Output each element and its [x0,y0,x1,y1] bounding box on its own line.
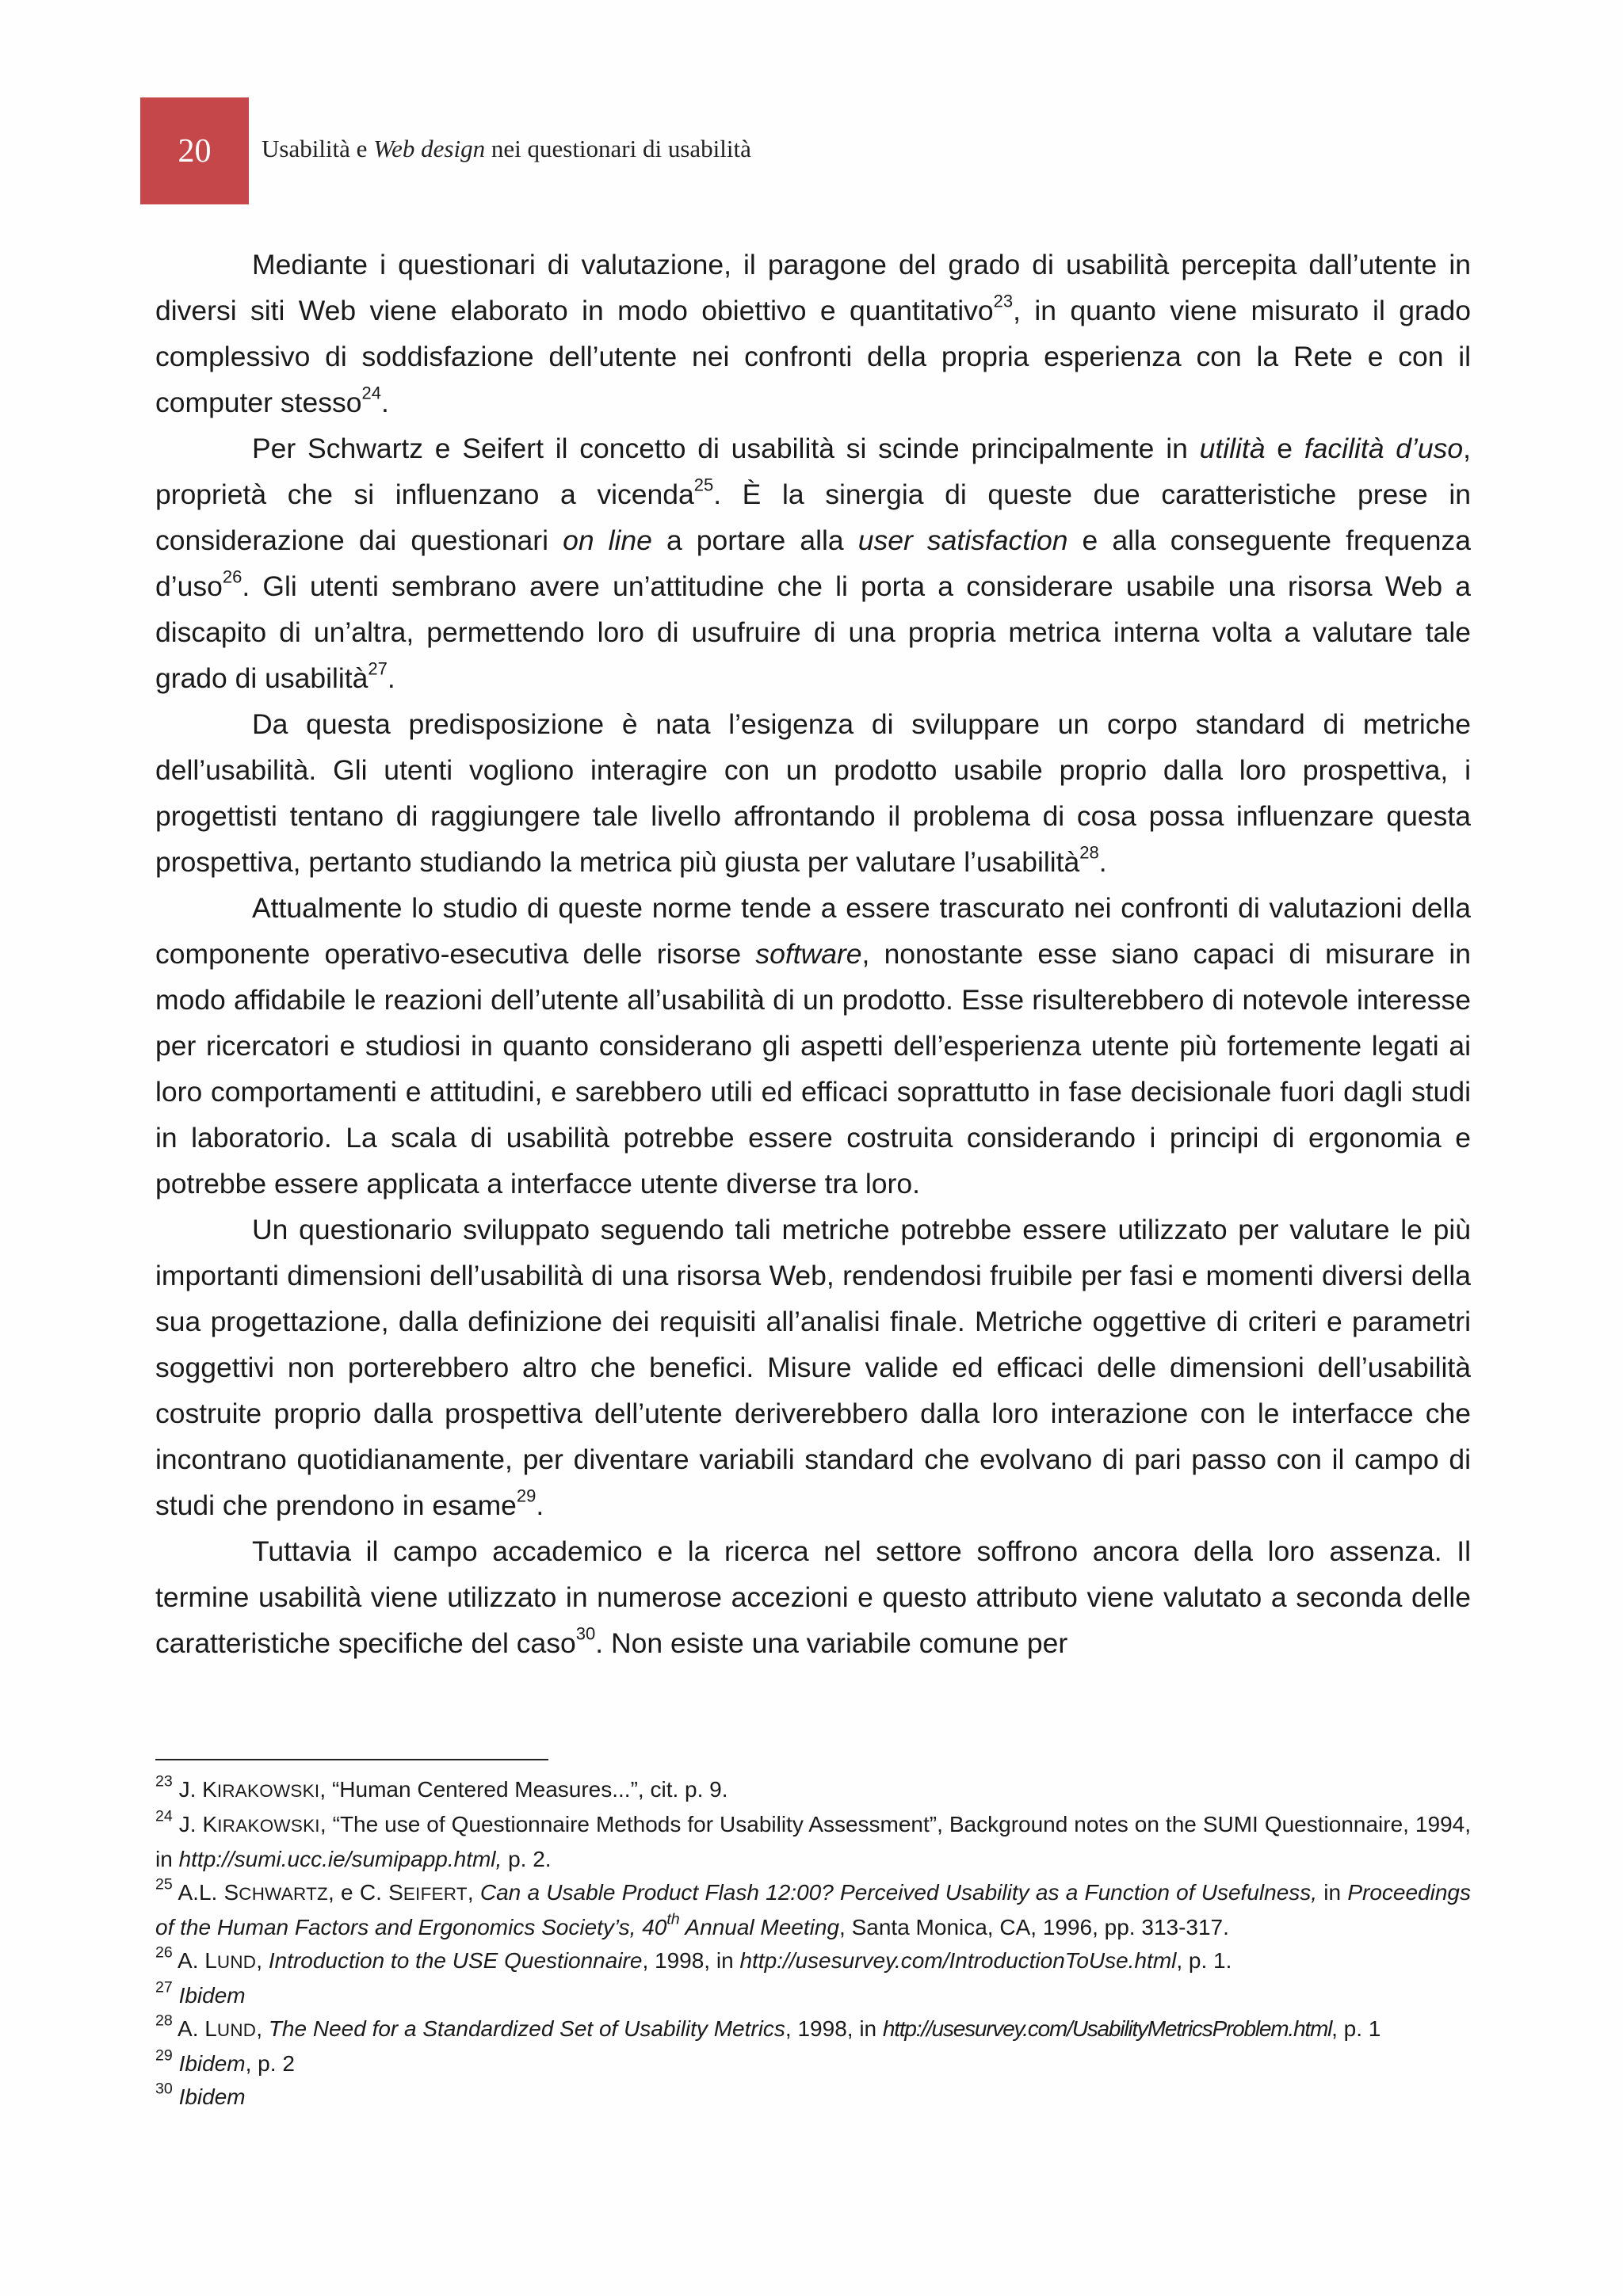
footnote-ref-30[interactable]: 30 [575,1623,596,1644]
footnote-ref-29[interactable]: 29 [516,1486,537,1506]
paragraph-4: Attualmente lo studio di queste norme tende a essere trascurato nei confronti di valutazioni della componente operativo-esecutiva delle risorse software, nonostante esse siano capaci di misurare in modo affidabile le reazioni dell’utente all’usabilità di un prodotto. Esse risulterebbero di notevole interesse per ricercatori e studiosi in quanto considerano gli aspetti dell’esperienza utente più fortemente legati ai loro comportamenti e attitudini, e sarebbero utili ed efficaci soprattutto in fase decisionale fuori dagli studi in laboratorio. La scala di usabilità potrebbe essere costruita considerando i principi di ergonomia e potrebbe essere applicata a interfacce utente diverse tra loro. [155,892,1471,1199]
footnote-ref-23[interactable]: 23 [993,291,1014,311]
running-header: Usabilità e Web design nei questionari di usabilità [262,135,751,162]
footnote-ref-25[interactable]: 25 [693,475,714,495]
running-header-emphasis: Web design [373,135,486,162]
paragraph-1: Mediante i questionari di valutazione, il paragone del grado di usabilità percepita dall’utente in diversi siti Web viene elaborato in modo obiettivo e quantitativo$^{23}$, in quanto viene misurato il grado complessivo di soddisfazione dell’utente nei confronti della propria esperienza con la Rete e con il computer stesso$^{24}$. [155,249,1471,418]
footnote-link[interactable]: http://usesurvey.com/IntroductionToUse.html [739,1948,1177,1973]
footnote-ref-27[interactable]: 27 [368,658,388,679]
footnote-ref-24[interactable]: 24 [361,383,381,403]
page-number [140,97,249,204]
footnote-link[interactable]: http://usesurvey.com/UsabilityMetricsProblem.html [882,2016,1332,2041]
footnote-divider [155,1759,548,1760]
footnote-24: $^{24}$ J. KIRAKOWSKI, “The use of Questionnaire Methods for Usability Assessment”, Background notes on the SUMI Questionnaire, 1994, in http://sumi.ucc.ie/sumipapp.html, p. 2. [155,1807,1471,1871]
footnote-ref-26[interactable]: 26 [222,566,242,587]
footnote-25: $^{25}$ A.L. SCHWARTZ, e C. SEIFERT, Can a Usable Product Flash 12:00? Perceived Usability as a Function of Usefulness, in Proceedings of the Human Factors and Ergonomics Society’s, 40th Annual Meeting, Santa Monica, CA, 1996, pp. 313-317. [155,1875,1471,1939]
footnote-27: $^{27}$ Ibidem [155,1978,246,2008]
footnotes [155,1773,1471,2114]
footnote-23: $^{23}$ J. KIRAKOWSKI, “Human Centered Measures...”, cit. p. 9. [155,1772,728,1802]
paragraph-3: Da questa predisposizione è nata l’esigenza di sviluppare un corpo standard di metriche dell’usabilità. Gli utenti vogliono interagire con un prodotto usabile proprio dalla loro prospettiva, i progettisti tentano di raggiungere tale livello affrontando il problema di cosa possa influenzare questa prospettiva, pertanto studiando la metrica più giusta per valutare l’usabilità$^{28}$. [155,708,1471,878]
paragraph-5: Un questionario sviluppato seguendo tali metriche potrebbe essere utilizzato per valutare le più importanti dimensioni dell’usabilità di una risorsa Web, rendendosi fruibile per fasi e momenti diversi della sua progettazione, dalla definizione dei requisiti all’analisi finale. Metriche oggettive di criteri e parametri soggettivi non porterebbero altro che benefici. Misure valide ed efficaci delle dimensioni dell’usabilità costruite proprio dalla prospettiva dell’utente deriverebbero dalla loro interazione con le interfacce che incontrano quotidianamente, per diventare variabili standard che evolvano di pari passo con il campo di studi che prendono in esame$^{29}$. [155,1214,1471,1521]
body-text [155,242,1471,1666]
footnote-29: $^{29}$ Ibidem, p. 2 [155,2046,295,2076]
paragraph-2: Per Schwartz e Seifert il concetto di usabilità si scinde principalmente in utilità e facilità d’uso, proprietà che si influenzano a vicenda$^{25}$. È la sinergia di queste due caratteristiche prese in considerazione dai questionari on line a portare alla user satisfaction e alla conseguente frequenza d’uso$^{26}$. Gli utenti sembrano avere un’attitudine che li porta a considerare usabile una risorsa Web a discapito di un’altra, permettendo loro di usufruire di una propria metrica interna volta a valutare tale grado di usabilità$^{27}$. [155,433,1471,694]
paragraph-6: Tuttavia il campo accademico e la ricerca nel settore soffrono ancora della loro assenza. Il termine usabilità viene utilizzato in numerose accezioni e questo attributo viene valutato a seconda delle caratteristiche specifiche del caso$^{30}$. Non esiste una variabile comune per [155,1535,1471,1659]
footnote-link[interactable]: http://sumi.ucc.ie/sumipapp.html, [178,1847,502,1871]
footnote-28: $^{28}$ A. LUND, The Need for a Standardized Set of Usability Metrics, 1998, in http://usesurvey.com/UsabilityMetricsProblem.html, p. 1 [155,2012,1381,2041]
footnote-26: $^{26}$ A. LUND, Introduction to the USE Questionnaire, 1998, in http://usesurvey.com/IntroductionToUse.html, p. 1. [155,1943,1232,1973]
page-number-text: 20 [178,132,212,170]
footnote-30: $^{30}$ Ibidem [155,2080,246,2109]
footnote-ref-28[interactable]: 28 [1079,842,1099,863]
